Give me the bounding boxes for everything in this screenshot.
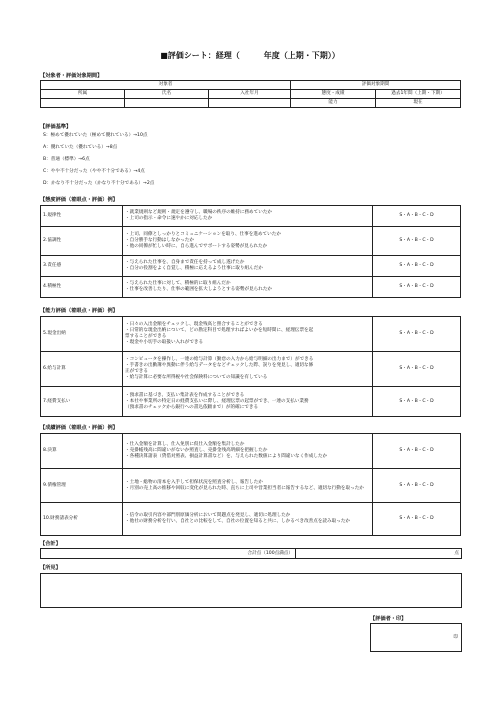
- evaluator-box[interactable]: [370, 623, 462, 652]
- target-section-heading: 【対象者・評価対象期間】: [40, 73, 103, 79]
- total-heading: 【合計】: [40, 541, 61, 547]
- results-points-8: ・仕入金額を計算し、仕入免別に仮仕入金額を集計したか ・売掛帳残高に間違いがないか照査し、売掛金残高明細を把握したか ・各種決算諸表（貸借対照表、損益計算書など）を、与えられた数値により間違いなく作成したか: [123, 434, 373, 469]
- col-dept: 所属: [41, 90, 125, 99]
- col-name: 氏名: [125, 90, 209, 99]
- criteria-b: B：普通（標準）→6点: [43, 157, 90, 162]
- results-points-9: ・土地・総物の清本を入手して担保状況を照査分析し、報告したか ・月別の売上高の推移や回収に変化が見られた時、直ちに上司や営業担当者に報告するなど、適切な行動を取ったか: [123, 469, 373, 503]
- ability-grade-6[interactable]: S・A・B・C・D: [373, 352, 461, 387]
- period-label: 評価対象期間: [291, 81, 461, 90]
- target-table: [40, 80, 461, 108]
- criteria-d: D：かなり不十分だった（かなり不十分である）→2点: [43, 181, 155, 186]
- results-grade-8[interactable]: S・A・B・C・D: [373, 434, 461, 469]
- attitude-item-3: 3.責任感: [41, 256, 123, 277]
- attitude-grade-2[interactable]: S・A・B・C・D: [373, 227, 461, 256]
- results-item-10: 10.財務諸表分析: [41, 503, 123, 536]
- results-table: [40, 433, 461, 536]
- results-item-9: 9.債権管理: [41, 469, 123, 503]
- attitude-points-4: ・与えられた仕事に対して、積極的に取り組んだか ・仕事を改善したり、仕事の範囲を拡大しようとする姿勢が見られたか: [123, 277, 373, 298]
- total-unit: 点: [454, 551, 459, 556]
- results-heading: 【成績評価（着眼点・評価）例】: [40, 425, 118, 431]
- attitude-grade-3[interactable]: S・A・B・C・D: [373, 256, 461, 277]
- criteria-a: A：優れていた（優れている）→8点: [43, 145, 118, 150]
- name-value[interactable]: [125, 99, 209, 108]
- ability-heading: 【能力評価（着眼点・評価）例】: [40, 308, 118, 314]
- attitude-table: [40, 205, 461, 298]
- results-points-10: ・信令の取引内容や部門別原価分析において問題点を発見し、適切に処理したか ・他社の財務分析を行い、自社との比較をして、自社の位置を知ると共に、しかるべき改善点を読み取ったか: [123, 503, 373, 536]
- subject-label: 対象者: [41, 81, 291, 90]
- col-past: 過去1年間（上期・下期）: [376, 90, 461, 99]
- col-attitude: 態度・成績: [291, 90, 376, 99]
- attitude-points-3: ・与えられた仕事を、自身まで責任を持って成し遂げたか ・自分の役割をよく自覚し、積極に応えるよう仕事に取り組んだか: [123, 256, 373, 277]
- seal-label: 印: [453, 635, 458, 640]
- ability-points-6: ・コンピュータを操作し、一連の給与計算（勤怠の入力から給与明細の出力まで）ができる ・手書きの出勤簿や異動に伴う給与データをなどチェックした際、誤りを発見し、適切な修 正ができる ・給与計算に必要な所得税や社会保険料についての知識を有している: [123, 352, 373, 387]
- evaluator-heading: 【評価者・印】: [370, 616, 407, 622]
- ability-item-7: 7.経費支払い: [41, 387, 123, 417]
- results-grade-10[interactable]: S・A・B・C・D: [373, 503, 461, 536]
- ability-points-7: ・預求書に基づき、支払い集計表を作成することができる ・本社や事業所の特定日の経費支払いに際し、経理伝票の起票ができ、一連の支払い業務 （預求書のチェックから銀行への書込依頼まで）が的確にできる: [123, 387, 373, 417]
- remarks-heading: 【所見】: [40, 565, 61, 571]
- attitude-heading: 【態度評価（着眼点・評価）例】: [40, 197, 118, 203]
- ability-item-6: 6.給与計算: [41, 352, 123, 387]
- col-current: 現在: [376, 99, 461, 108]
- attitude-item-2: 2.協調性: [41, 227, 123, 256]
- total-row: [40, 548, 462, 559]
- col-ability: 能力: [291, 99, 376, 108]
- ability-points-5: ・日々の入出金額をチェックし、現金残高と照合することができる ・日常的な現金出納について、どの勘定科目で処理すればよいかを短時間に、経理伝票を起 票することができる ・現金や小切手の取扱い入れができる: [123, 317, 373, 352]
- ability-table: [40, 316, 461, 417]
- results-item-8: 8.決算: [41, 434, 123, 469]
- dept-value[interactable]: [41, 99, 125, 108]
- ability-grade-5[interactable]: S・A・B・C・D: [373, 317, 461, 352]
- page-title: ■評価シート：経理（ 年度（上期・下期））: [160, 51, 340, 60]
- attitude-item-4: 4.積極性: [41, 277, 123, 298]
- ability-grade-7[interactable]: S・A・B・C・D: [373, 387, 461, 417]
- ability-item-5: 5.現金出納: [41, 317, 123, 352]
- total-value[interactable]: [295, 549, 461, 558]
- criteria-s: S：極めて優れていた（極めて優れている）→10点: [43, 133, 148, 138]
- criteria-heading: 【評価基準】: [40, 124, 72, 130]
- attitude-grade-1[interactable]: S・A・B・C・D: [373, 206, 461, 227]
- col-join: 入社年月: [209, 90, 291, 99]
- criteria-c: C：やや不十分だった（やや不十分である）→4点: [43, 169, 145, 174]
- join-value[interactable]: [209, 99, 291, 108]
- total-label: 合計点（100点満点）: [247, 551, 293, 556]
- results-grade-9[interactable]: S・A・B・C・D: [373, 469, 461, 503]
- attitude-item-1: 1.規律性: [41, 206, 123, 227]
- attitude-grade-4[interactable]: S・A・B・C・D: [373, 277, 461, 298]
- attitude-points-1: ・就業規則など規則・規定を遵守し、職場の秩序の維持に務めていたか ・上司の指示・命令に速やかに対応したか: [123, 206, 373, 227]
- remarks-box[interactable]: [40, 573, 462, 608]
- attitude-points-2: ・上司、同僚としっかりとコミュニケーションを取り、仕事を進めていたか ・自分勝手な行動はしなかったか ・他の同僚が忙しい時に、自ら進んでサポートする姿勢が見られたか: [123, 227, 373, 256]
